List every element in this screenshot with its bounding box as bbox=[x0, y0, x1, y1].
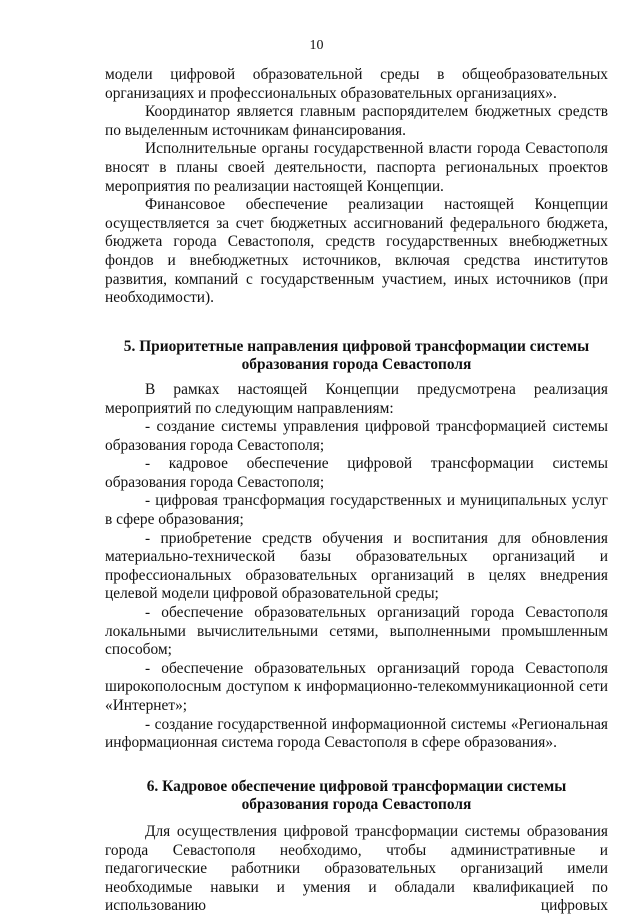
section-5-lead: В рамках настоящей Концепции предусмотрена реализация мероприятий по следующим направлениям: bbox=[105, 380, 608, 417]
section-5-title-line-1: 5. Приоритетные направления цифровой трансформации системы bbox=[123, 337, 590, 355]
paragraph-intro-1: модели цифровой образовательной среды в общеобразовательных организациях и профессиональных образовательных организациях». bbox=[105, 66, 608, 102]
section-5-item: - создание государственной информационной системы «Региональная информационная система города Севастополя в сфере образования». bbox=[105, 715, 608, 752]
section-5-item: - приобретение средств обучения и воспитания для обновления материально-технической базы образовательных организаций и профессиональных образовательных организаций в целях внедрения целевой модели цифровой образовательной среды; bbox=[105, 529, 608, 603]
section-5-title-line-2: образования города Севастополя bbox=[241, 356, 472, 374]
section-5-item: - цифровая трансформация государственных и муниципальных услуг в сфере образования; bbox=[105, 492, 608, 529]
section-5-item: - обеспечение образовательных организаций города Севастополя локальными вычислительными сетями, выполненными промышленным способом; bbox=[105, 604, 608, 659]
section-5-item: - обеспечение образовательных организаций города Севастополя широкополосным доступом к информационно-телекоммуникационной сети «Интернет»; bbox=[105, 659, 608, 714]
section-6-title-line-1: 6. Кадровое обеспечение цифровой трансформации системы bbox=[146, 777, 567, 795]
document-body bbox=[105, 66, 608, 916]
paragraph-intro-4: Финансовое обеспечение реализации настоящей Концепции осуществляется за счет бюджетных ассигнований федерального бюджета, бюджета города Севастополя, средств государственных внебюджетных фондов и внебюджетных источников, включая средства институтов развития, компаний с государственным участием, иных источников (при необходимости). bbox=[105, 196, 608, 307]
section-5-item: - создание системы управления цифровой трансформацией системы образования города Севастополя; bbox=[105, 418, 608, 454]
section-6-heading bbox=[105, 778, 608, 815]
section-5-item: - кадровое обеспечение цифровой трансформации системы образования города Севастополя; bbox=[105, 455, 608, 491]
section-6-paragraph: Для осуществления цифровой трансформации системы образования города Севастополя необходимо, чтобы административные и педагогические работники образовательных организаций имели необходимые навыки и умения и обладали квалификацией по использованию цифровых bbox=[105, 822, 608, 915]
page-number: 10 bbox=[309, 38, 324, 53]
paragraph-intro-3: Исполнительные органы государственной власти города Севастополя вносят в планы своей деятельности, паспорта региональных проектов мероприятия по реализации настоящей Концепции. bbox=[105, 140, 608, 195]
section-6-title-line-2: образования города Севастополя bbox=[241, 796, 472, 814]
section-5-heading bbox=[105, 338, 608, 375]
paragraph-intro-2: Координатор является главным распорядителем бюджетных средств по выделенным источникам финансирования. bbox=[105, 103, 608, 139]
